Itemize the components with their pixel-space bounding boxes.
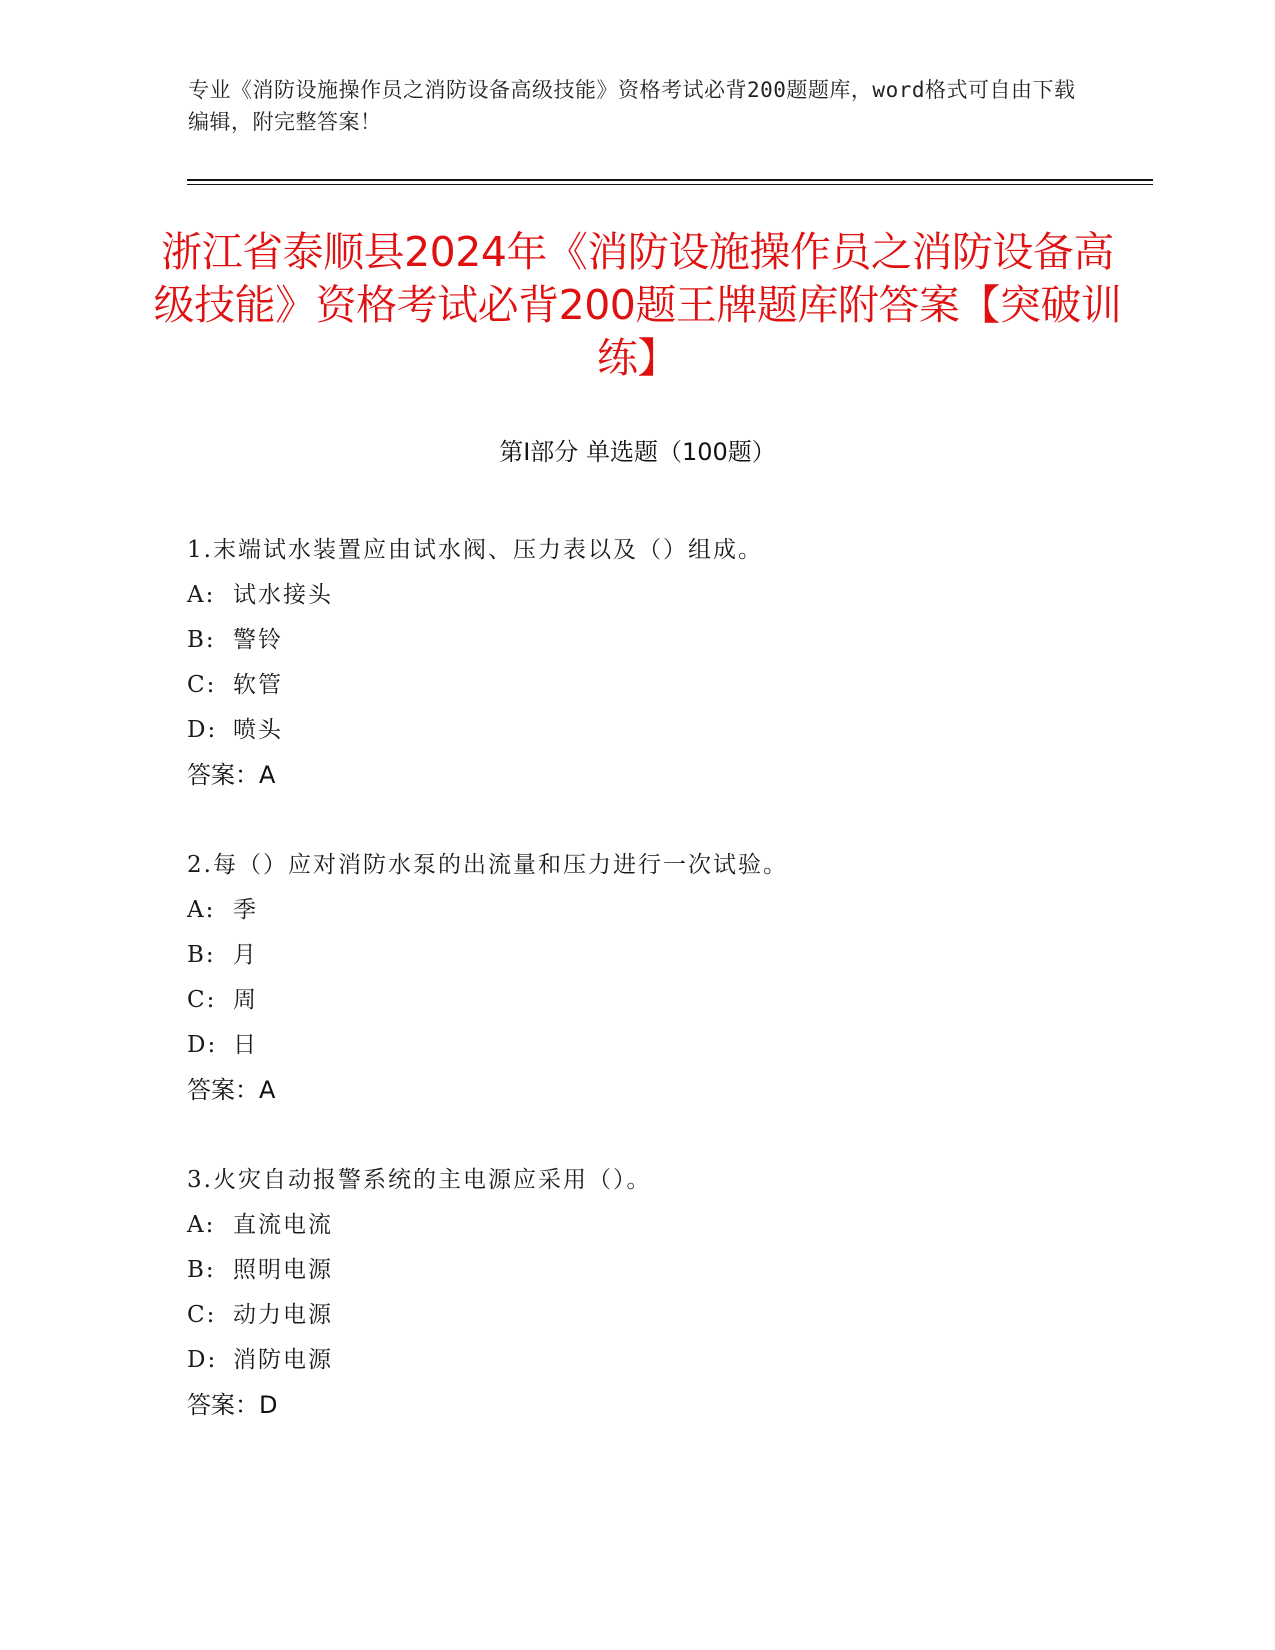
option-key: B: [187, 942, 216, 968]
document-title: 浙江省泰顺县2024年《消防设施操作员之消防设备高级技能》资格考试必背200题王牌题库附答案【突破训练】 [153, 228, 1122, 382]
question-1 [187, 528, 1127, 798]
option-key: A: [187, 582, 216, 608]
option-text: 日 [233, 1032, 258, 1058]
option-text: 周 [233, 987, 258, 1013]
option-key: C: [187, 987, 217, 1013]
question-stem: 2.每（）应对消防水泵的出流量和压力进行一次试验。 [187, 852, 788, 878]
option-b [187, 1248, 1127, 1293]
option-b [187, 618, 1127, 663]
option-b [187, 933, 1127, 978]
option-key: D: [187, 1347, 218, 1373]
option-key: D: [187, 717, 218, 743]
answer: 答案：D [187, 1391, 278, 1419]
question-2 [187, 843, 1127, 1113]
option-key: A: [187, 1212, 216, 1238]
option-text: 喷头 [233, 717, 283, 743]
option-a [187, 888, 1127, 933]
option-c [187, 978, 1127, 1023]
option-key: A: [187, 897, 216, 923]
question-list [187, 528, 1127, 1473]
option-a [187, 1203, 1127, 1248]
answer: 答案：A [187, 1076, 276, 1104]
option-c [187, 1293, 1127, 1338]
question-3 [187, 1158, 1127, 1428]
option-text: 直流电流 [233, 1212, 333, 1238]
option-key: B: [187, 1257, 216, 1283]
option-d [187, 1338, 1127, 1383]
header-divider-thick [187, 179, 1153, 181]
option-text: 消防电源 [233, 1347, 333, 1373]
header-divider-thin [187, 184, 1153, 185]
option-text: 月 [233, 942, 258, 968]
question-stem: 1.末端试水装置应由试水阀、压力表以及（）组成。 [187, 537, 763, 563]
question-stem: 3.火灾自动报警系统的主电源应采用（）。 [187, 1167, 652, 1193]
option-d [187, 708, 1127, 753]
option-key: C: [187, 672, 217, 698]
section-title: 第Ⅰ部分 单选题（100题） [499, 438, 776, 466]
option-key: B: [187, 627, 216, 653]
header-note: 专业《消防设施操作员之消防设备高级技能》资格考试必背200题题库，word格式可自由下载编辑，附完整答案！ [188, 78, 1076, 134]
option-key: C: [187, 1302, 217, 1328]
option-text: 季 [233, 897, 258, 923]
option-c [187, 663, 1127, 708]
option-text: 动力电源 [233, 1302, 333, 1328]
answer: 答案：A [187, 761, 276, 789]
option-text: 软管 [233, 672, 283, 698]
option-key: D: [187, 1032, 218, 1058]
option-a [187, 573, 1127, 618]
option-text: 试水接头 [233, 582, 333, 608]
option-text: 照明电源 [233, 1257, 333, 1283]
option-d [187, 1023, 1127, 1068]
option-text: 警铃 [233, 627, 283, 653]
